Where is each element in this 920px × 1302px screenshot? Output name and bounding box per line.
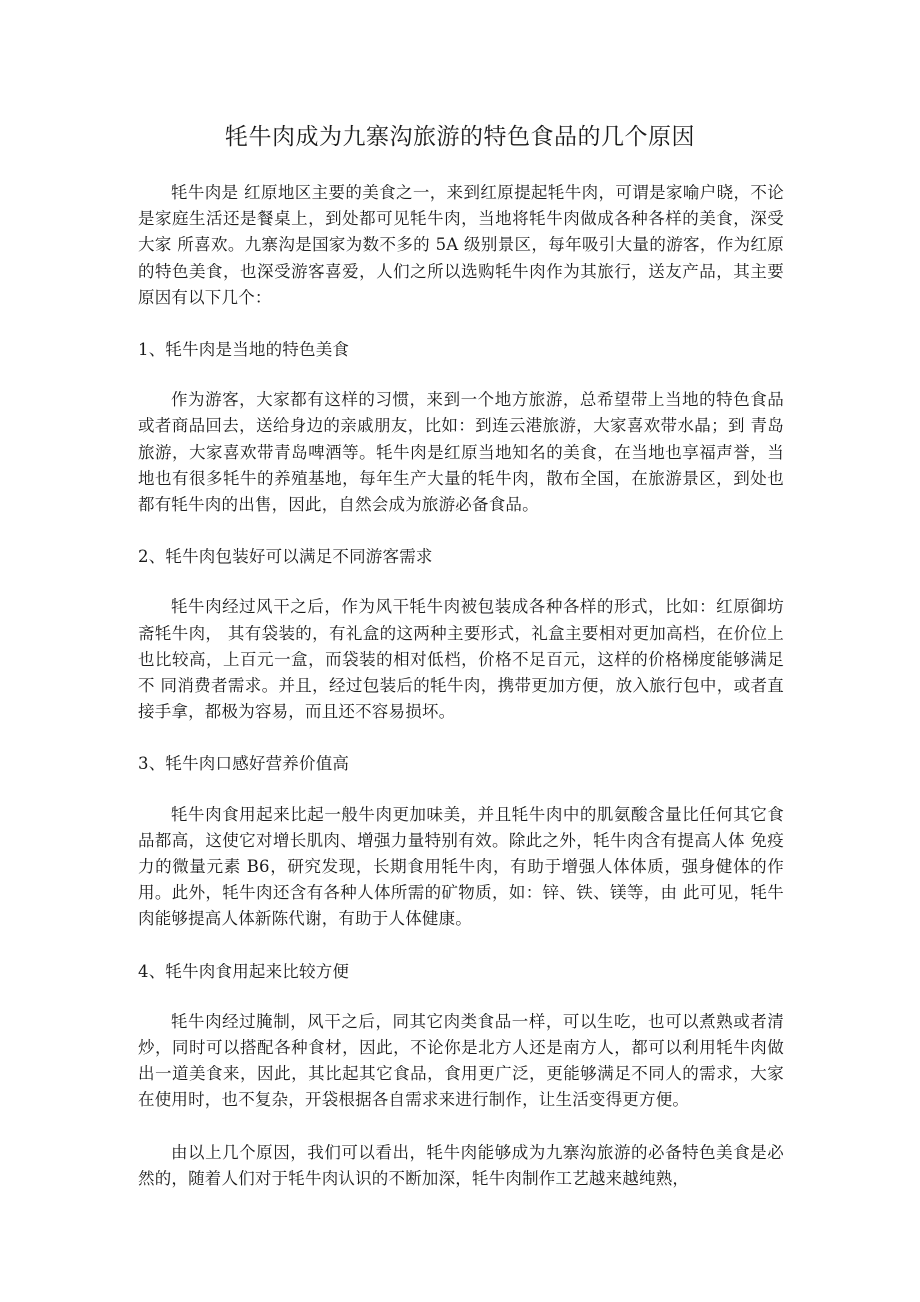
section-3-heading: 3、牦牛肉口感好营养价值高 [138, 754, 350, 774]
section-2-heading: 2、牦牛肉包装好可以满足不同游客需求 [138, 547, 433, 567]
section-4-heading: 4、牦牛肉食用起来比较方便 [138, 961, 350, 981]
section-3-paragraph: 牦牛肉食用起来比起一般牛肉更加味美，并且牦牛肉中的肌氨酸含量比任何其它食品都高，这使它对增长肌肉、增强力量特别有效。除此之外，牦牛肉含有提高人体 免疫力的微量元素 B6，研究发现，长期食用牦牛肉，有助于增强人体体质，强身健体的作用。此外，牦牛肉还含有各种人体所需的矿物质，如：锌、铁、镁等，由 此可见，牦牛肉能够提高人体新陈代谢，有助于人体健康。 [138, 804, 784, 929]
section-4-paragraph: 牦牛肉经过腌制，风干之后，同其它肉类食品一样，可以生吃，也可以煮熟或者清炒，同时可以搭配各种食材，因此，不论你是北方人还是南方人，都可以利用牦牛肉做出一道美食来，因此，其比起其它食品，食用更广泛，更能够满足不同人的需求，大家在使用时，也不复杂，开袋根据各自需求来进行制作，让生活变得更方便。 [138, 1011, 784, 1110]
intro-paragraph: 牦牛肉是 红原地区主要的美食之一，来到红原提起牦牛肉，可谓是家喻户晓，不论是家庭生活还是餐桌上，到处都可见牦牛肉，当地将牦牛肉做成各种各样的美食，深受大家 所喜欢。九寨沟是国家为数不多的 5A 级别景区，每年吸引大量的游客，作为红原的特色美食，也深受游客喜爱，人们之所以选购牦牛肉作为其旅行，送友产品，其主要原因有以下几个： [138, 183, 784, 307]
conclusion-paragraph: 由以上几个原因，我们可以看出，牦牛肉能够成为九寨沟旅游的必备特色美食是必然的，随着人们对于牦牛肉认识的不断加深，牦牛肉制作工艺越来越纯熟， [138, 1142, 784, 1188]
section-1-heading: 1、牦牛肉是当地的特色美食 [138, 340, 350, 360]
document-body [138, 180, 784, 1192]
section-2-paragraph: 牦牛肉经过风干之后，作为风干牦牛肉被包装成各种各样的形式，比如：红原御坊斋牦牛肉， 其有袋装的，有礼盒的这两种主要形式，礼盒主要相对更加高档，在价位上也比较高，上百元一盒，而袋装的相对低档，价格不足百元，这样的价格梯度能够满足不 同消费者需求。并且，经过包装后的牦牛肉，携带更加方便，放入旅行包中，或者直接手拿，都极为容易，而且还不容易损坏。 [138, 597, 784, 722]
section-1-paragraph: 作为游客，大家都有这样的习惯，来到一个地方旅游，总希望带上当地的特色食品或者商品回去，送给身边的亲戚朋友，比如：到连云港旅游，大家喜欢带水晶；到 青岛旅游，大家喜欢带青岛啤酒等。牦牛肉是红原当地知名的美食，在当地也享福声誉，当地也有很多牦牛的养殖基地，每年生产大量的牦牛肉，散布全国，在旅游景区，到处也都有牦牛肉的出售，因此，自然会成为旅游必备食品。 [138, 390, 784, 515]
document-title: 牦牛肉成为九寨沟旅游的特色食品的几个原因 [225, 124, 695, 150]
